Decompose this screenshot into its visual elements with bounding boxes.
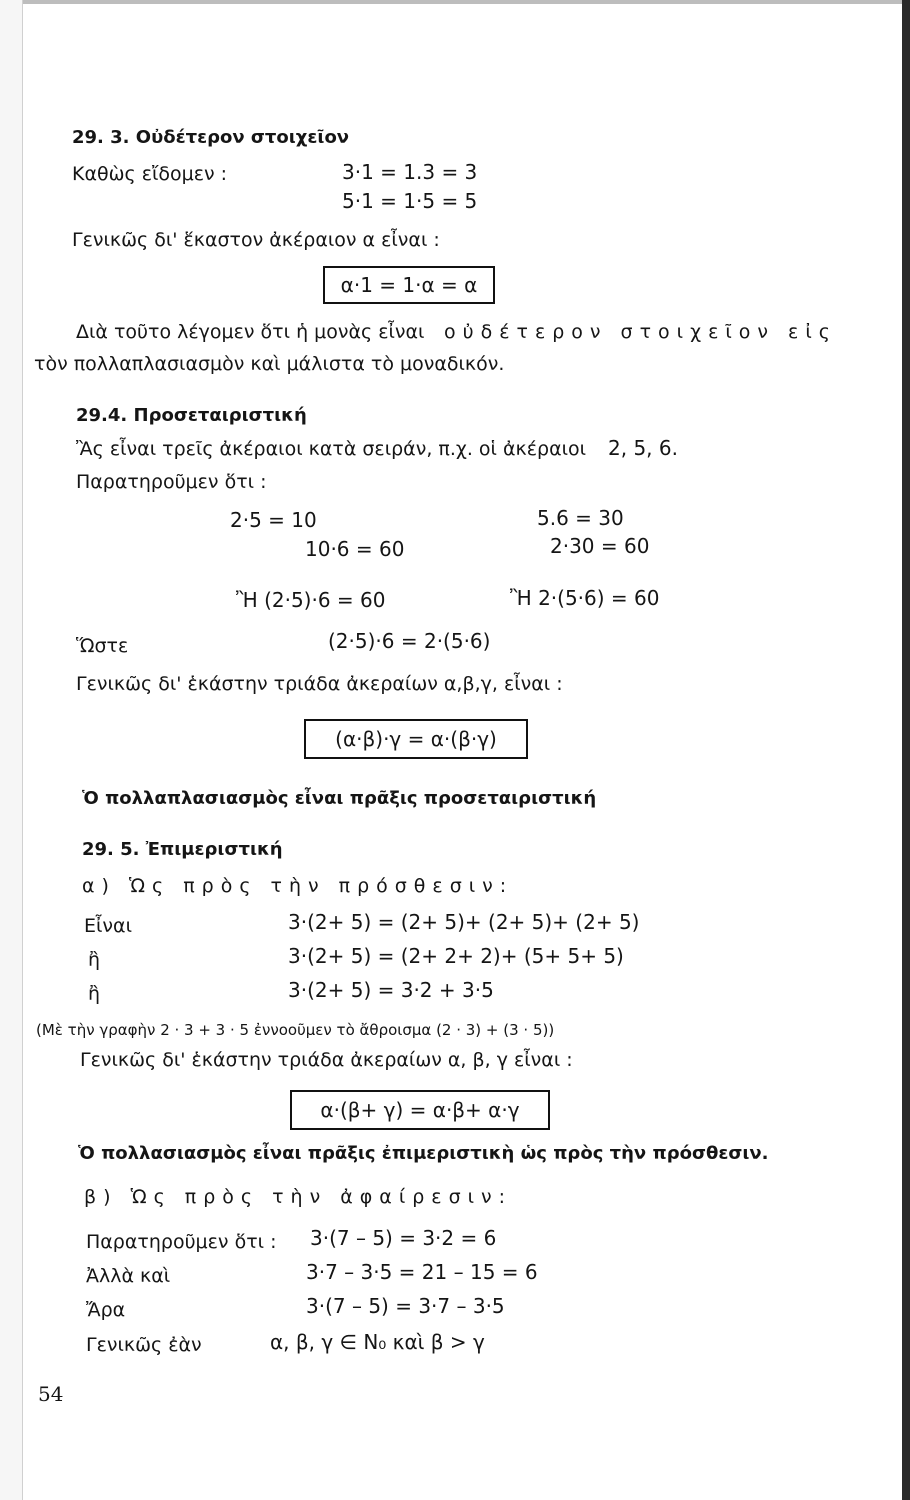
assoc-general: Γενικῶς δι' ἑκάστην τριάδα ἀκεραίων α,β,γ, εἶναι : xyxy=(76,673,563,695)
assoc-line-2: Παρατηροῦμεν ὅτι : xyxy=(76,471,267,493)
assoc-conclusion: Ὁ πολλαπλασιασμὸς εἶναι πρᾶξις προσεταιριστική xyxy=(82,788,597,809)
section-distrib-heading: 29. 5. Ἐπιμεριστική xyxy=(82,839,283,860)
distrib-sub-b: β) Ὡς πρὸς τὴν ἀφαίρεσιν: xyxy=(84,1186,513,1208)
distrib-rowb3-eq: 3·(7 – 5) = 3·7 – 3·5 xyxy=(306,1294,505,1318)
distrib-row2-label: ἢ xyxy=(88,949,101,971)
distrib-rowb1-label: Παρατηροῦμεν ὅτι : xyxy=(86,1231,277,1253)
distrib-row2-eq: 3·(2+ 5) = (2+ 2+ 2)+ (5+ 5+ 5) xyxy=(288,944,624,968)
neutral-eq-1: 3·1 = 1.3 = 3 xyxy=(342,160,478,184)
assoc-right-3: Ἢ 2·(5·6) = 60 xyxy=(510,586,660,610)
section-assoc-heading: 29.4. Προσεταιριστική xyxy=(76,405,307,426)
assoc-line-1: Ἂς εἶναι τρεῖς ἀκέραιοι κατὰ σειράν, π.χ. οἱ ἀκέραιοι xyxy=(76,438,587,460)
neutral-intro: Καθὼς εἴδομεν : xyxy=(72,163,228,185)
distrib-rowb3-label: Ἄρα xyxy=(86,1299,126,1321)
assoc-left-3: Ἢ (2·5)·6 = 60 xyxy=(236,588,386,612)
neutral-eq-2: 5·1 = 1·5 = 5 xyxy=(342,189,478,213)
distrib-general: Γενικῶς δι' ἑκάστην τριάδα ἀκεραίων α, β, γ εἶναι : xyxy=(80,1049,573,1071)
section-neutral-heading: 29. 3. Οὐδέτερον στοιχεῖον xyxy=(72,127,350,148)
assoc-right-2: 2·30 = 60 xyxy=(550,534,650,558)
distrib-row3-eq: 3·(2+ 5) = 3·2 + 3·5 xyxy=(288,978,494,1002)
neutral-text-1a: Διὰ τοῦτο λέγομεν ὅτι ἡ μονὰς εἶναι xyxy=(76,321,425,343)
assoc-formula-box: (α·β)·γ = α·(β·γ) xyxy=(304,719,528,759)
distrib-row3-label: ἢ xyxy=(88,983,101,1005)
neutral-formula-box: α·1 = 1·α = α xyxy=(323,266,495,304)
assoc-therefore-word: Ὥστε xyxy=(76,635,129,657)
page-left-edge xyxy=(0,0,23,1500)
distrib-rowb4-eq: α, β, γ ∈ N₀ καὶ β > γ xyxy=(270,1330,485,1354)
distrib-rowb4-label: Γενικῶς ἐὰν xyxy=(86,1334,202,1356)
page-top-edge xyxy=(0,0,910,4)
distrib-row1-eq: 3·(2+ 5) = (2+ 5)+ (2+ 5)+ (2+ 5) xyxy=(288,910,640,934)
distrib-rowb2-eq: 3·7 – 3·5 = 21 – 15 = 6 xyxy=(306,1260,538,1284)
distrib-sub-a: α) Ὡς πρὸς τὴν πρόσθεσιν: xyxy=(82,875,514,897)
page-number: 54 xyxy=(38,1382,64,1406)
neutral-general: Γενικῶς δι' ἕκαστον ἀκέραιον α εἶναι : xyxy=(72,229,440,251)
distrib-formula-box: α·(β+ γ) = α·β+ α·γ xyxy=(290,1090,550,1130)
distrib-rowb2-label: Ἀλλὰ καὶ xyxy=(86,1265,171,1287)
distrib-conclusion: Ὁ πολλασιασμὸς εἶναι πρᾶξις ἐπιμεριστικὴ ὡς πρὸς τὴν πρόσθεσιν. xyxy=(78,1143,769,1164)
page-right-edge xyxy=(902,0,910,1500)
assoc-left-2: 10·6 = 60 xyxy=(305,537,405,561)
assoc-right-1: 5.6 = 30 xyxy=(537,506,624,530)
distrib-rowb1-eq: 3·(7 – 5) = 3·2 = 6 xyxy=(310,1226,497,1250)
assoc-values: 2, 5, 6. xyxy=(608,436,678,460)
assoc-therefore-eq: (2·5)·6 = 2·(5·6) xyxy=(328,629,491,653)
neutral-text-1b: οὐδέτερον στοιχεῖον εἰς xyxy=(444,321,837,343)
distrib-row1-label: Εἶναι xyxy=(84,915,133,937)
assoc-left-1: 2·5 = 10 xyxy=(230,508,317,532)
distrib-note: (Μὲ τὴν γραφὴν 2 · 3 + 3 · 5 ἐννοοῦμεν τὸ ἄθροισμα (2 · 3) + (3 · 5)) xyxy=(36,1021,555,1039)
neutral-text-2: τὸν πολλαπλασιασμὸν καὶ μάλιστα τὸ μοναδικόν. xyxy=(34,353,505,375)
